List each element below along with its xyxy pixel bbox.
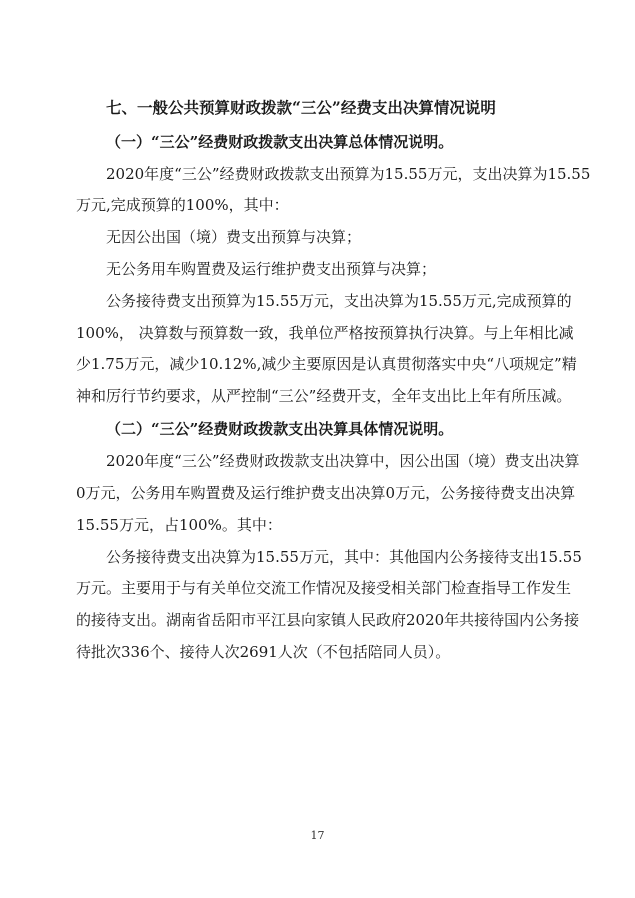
paragraph-line: 万元,完成预算的100%，其中： [76,196,289,214]
paragraph-line: 0万元，公务用车购置费及运行维护费支出决算0万元，公务接待费支出决算 [76,484,576,502]
paragraph-line: 待批次336个、接待人次2691人次（不包括陪同人员）。 [76,643,451,661]
paragraph-line: 100%， 决算数与预算数一致，我单位严格按预算执行决算。与上年相比减 [76,324,574,342]
subsection-2-heading: （二）“三公”经费财政拨款支出决算具体情况说明。 [106,420,454,438]
paragraph-line: 15.55万元，占100%。其中： [76,516,282,534]
paragraph-line: 公务接待费支出预算为15.55万元，支出决算为15.55万元,完成预算的 [106,292,572,310]
paragraph-line: 2020年度“三公”经费财政拨款支出决算中，因公出国（境）费支出决算 [106,452,580,470]
paragraph-line: 的接待支出。湖南省岳阳市平江县向家镇人民政府2020年共接待国内公务接 [76,611,580,629]
paragraph-line: 无因公出国（境）费支出预算与决算； [106,228,362,246]
paragraph-line: 神和厉行节约要求，从严控制“三公”经费开支，全年支出比上年有所压减。 [76,387,572,405]
subsection-1-heading: （一）“三公”经费财政拨款支出决算总体情况说明。 [106,133,454,151]
section-title: 七、一般公共预算财政拨款“三公”经费支出决算情况说明 [106,98,496,117]
paragraph-line: 2020年度“三公”经费财政拨款支出预算为15.55万元，支出决算为15.55 [106,165,591,183]
paragraph-line: 公务接待费支出决算为15.55万元，其中：其他国内公务接待支出15.55 [106,548,582,566]
paragraph-line: 无公务用车购置费及运行维护费支出预算与决算； [106,260,437,278]
paragraph-line: 万元。主要用于与有关单位交流工作情况及接受相关部门检查指导工作发生 [76,579,572,597]
page-number: 17 [310,829,325,842]
paragraph-line: 少1.75万元，减少10.12%,减少主要原因是认真贯彻落实中央“八项规定”精 [76,355,577,373]
